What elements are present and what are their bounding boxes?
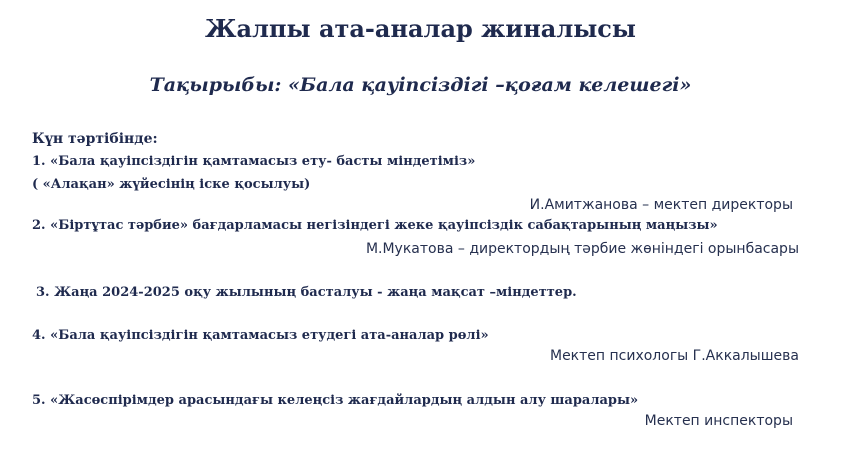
agenda-item-1-subtitle: ( «Алақан» жүйесінің іске қосылуы)	[32, 177, 311, 192]
page-title: Жалпы ата-аналар жиналысы	[205, 14, 636, 43]
agenda-item-3-title: 3. Жаңа 2024-2025 оқу жылының басталуы - жаңа мақсат –міндеттер.	[36, 285, 577, 300]
agenda-item-5-responsible: Мектеп инспекторы	[644, 413, 793, 429]
agenda-item-2-responsible: М.Мукатова – директордың тәрбие жөніндегі орынбасары	[365, 241, 799, 257]
agenda-item-1-title: 1. «Бала қауіпсіздігін қамтамасыз ету- басты міндетіміз»	[32, 154, 476, 169]
agenda-item-4-title: 4. «Бала қауіпсіздігін қамтамасыз етудегі ата-аналар рөлі»	[32, 328, 489, 343]
agenda-item-1-responsible: И.Амитжанова – мектеп директоры	[529, 197, 793, 213]
agenda-heading: Күн тәртібінде:	[32, 131, 158, 147]
agenda-item-2-title: 2. «Біртұтас тәрбие» бағдарламасы негізіндегі жеке қауіпсіздік сабақтарының маңызы»	[32, 218, 718, 233]
agenda-item-4-responsible: Мектеп психологы Г.Аккалышева	[549, 348, 799, 364]
agenda-item-5-title: 5. «Жасөспірімдер арасындағы келеңсіз жағдайлардың алдын алу шаралары»	[32, 393, 639, 408]
meeting-topic: Тақырыбы: «Бала қауіпсіздігі –қоғам келешегі»	[149, 74, 692, 96]
